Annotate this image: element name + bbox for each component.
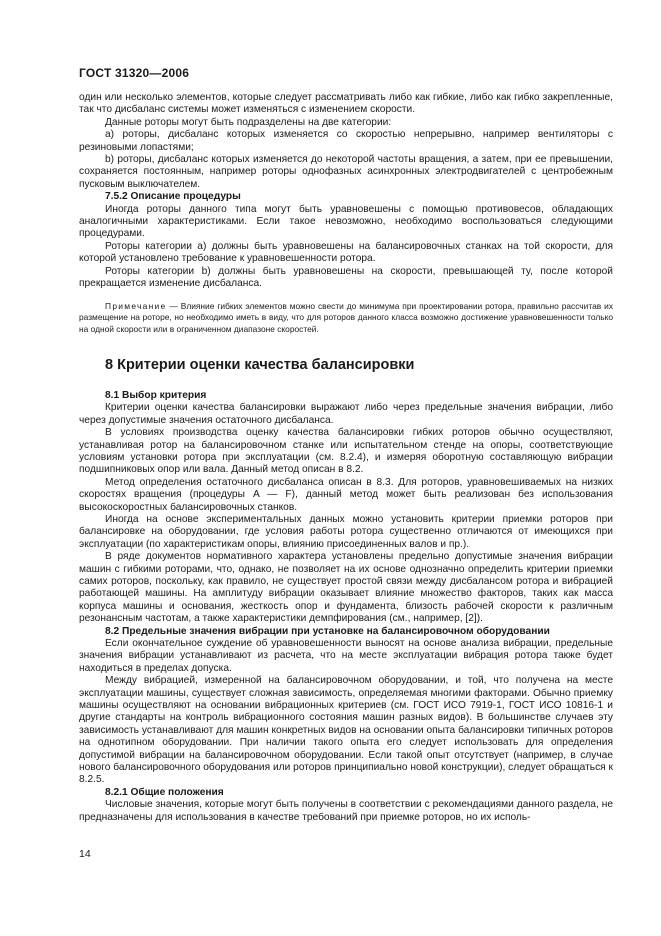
paragraph: В ряде документов нормативного характера установлены предельно допустимые значения вибрации машин с гибкими роторами, что, однако, не позволяет на их основе однозначно определить критерии приемки самих роторов, поскольку, как правило, не существует простой связи между дисбалансом ротора и вибрацией работающей машины. На амплитуду вибрации оказывает влияние множество факторов, таких как масса корпуса машины и основания, жесткость опор и фундамента, близость рабочей скорости к различным резонансным частотам, а также характеристики демпфирования (см., например, [2]). (79, 551, 613, 625)
paragraph: Данные роторы могут быть подразделены на две категории: (105, 116, 392, 128)
paragraph: Роторы категории а) должны быть уравновешены на балансировочных станках на той скорости, для которой установлено требование к уравновешенности ротора. (79, 240, 613, 265)
paragraph: Иногда на основе экспериментальных данных можно установить критерии приемки роторов при балансировке на оборудовании, где условия работы ротора существенно отличаются от имеющихся при эксплуатации (по характеристикам опоры, влиянию присоединенных валов и пр.). (79, 513, 613, 550)
note-dash: — (166, 300, 181, 311)
note (79, 301, 613, 336)
paragraph: Если окончательное суждение об уравновешенности выносят на основе анализа вибрации, предельные значения вибрации устанавливают из расчета, что на месте эксплуатации вибрация ротора также будет находиться в пределах допуска. (79, 638, 613, 674)
paragraph: Иногда роторы данного типа могут быть уравновешены с помощью противовесов, обладающих аналогичными характеристиками. Если такое невозможно, необходимо воспользоваться следующими процедурами. (79, 203, 613, 240)
note-text: Влияние гибких элементов можно свести до минимума при проектировании ротора, правильно рассчитав их размещение на роторе, но необходимо иметь в виду, что для роторов данного класса возможно достижение уравновешенности только на одной скорости или в ограниченном диапазоне скоростей. (79, 300, 614, 335)
note-label: Примечание (105, 300, 167, 311)
paragraph: В условиях производства оценку качества балансировки гибких роторов обычно осуществляют, устанавливая ротор на балансировочном станке или испытательном стенде на опоры, соответствующие условиям установки ротора при эксплуатации (см. 8.2.4), и измеряя оборотную составляющую вибрации подшипниковых опор или вала. Данный метод описан в 8.2. (79, 427, 613, 476)
paragraph: один или несколько элементов, которые следует рассматривать либо как гибкие, либо как гибко закрепленные, так что дисбаланс системы может изменяться с изменением скорости. (79, 92, 613, 116)
document-header: ГОСТ 31320—2006 (79, 66, 190, 80)
page-number: 14 (79, 848, 91, 860)
list-item: а) роторы, дисбаланс которых изменяется со скоростью непрерывно, например вентиляторы с резиновыми лопастями; (79, 129, 613, 153)
paragraph: Метод определения остаточного дисбаланса описан в 8.3. Для роторов, уравновешиваемых на низких скоростях вращения (процедуры A — F), данный метод может быть реализован без использования высокоскоростных балансировочных станков. (79, 476, 613, 513)
subsection-heading: 8.2.1 Общие положения (105, 786, 224, 798)
document-body (79, 92, 613, 824)
subsection-heading: 8.1 Выбор критерия (105, 389, 207, 401)
paragraph: Роторы категории b) должны быть уравновешены на скорости, превышающей ту, после которой прекращается изменение дисбаланса. (79, 265, 613, 290)
subsection-heading: 7.5.2 Описание процедуры (105, 191, 241, 203)
subsection-heading: 8.2 Предельные значения вибрации при установке на балансировочном оборудовании (105, 625, 550, 637)
paragraph: Числовые значения, которые могут быть получены в соответствии с рекомендациями данного раздела, не предназначены для использования в качестве требований при приемке роторов, но их исполь- (79, 799, 613, 823)
list-item: b) роторы, дисбаланс которых изменяется до некоторой частоты вращения, а затем, при ее превышении, сохраняется постоянным, например роторы однофазных асинхронных электродвигателей с центробежным пусковым выключателем. (79, 154, 613, 190)
paragraph: Между вибрацией, измеренной на балансировочном оборудовании, и той, что получена на месте эксплуатации машины, существует сложная зависимость, определяемая многими факторами. Обычно приемку машины осуществляют на основании вибрационных критериев (см. ГОСТ ИСО 7919-1, ГОСТ ИСО 10816-1 и другие стандарты на контроль вибрационного состояния машин разных видов). В большинстве случаев эту зависимость устанавливают для машин конкретных видов на основании опыта балансировки типичных роторов на однотипном оборудовании. При наличии такого опыта его следует использовать для определения допустимой вибрации на балансировочном оборудовании. Если такой опыт отсутствует (например, в случае нового балансировочного оборудования или роторов принципиально новой конструкции), следует обращаться к 8.2.5. (79, 675, 613, 786)
section-heading: 8 Критерии оценки качества балансировки (105, 356, 415, 373)
paragraph: Критерии оценки качества балансировки выражают либо через предельные значения вибрации, либо через допустимые значения остаточного дисбаланса. (79, 402, 613, 426)
